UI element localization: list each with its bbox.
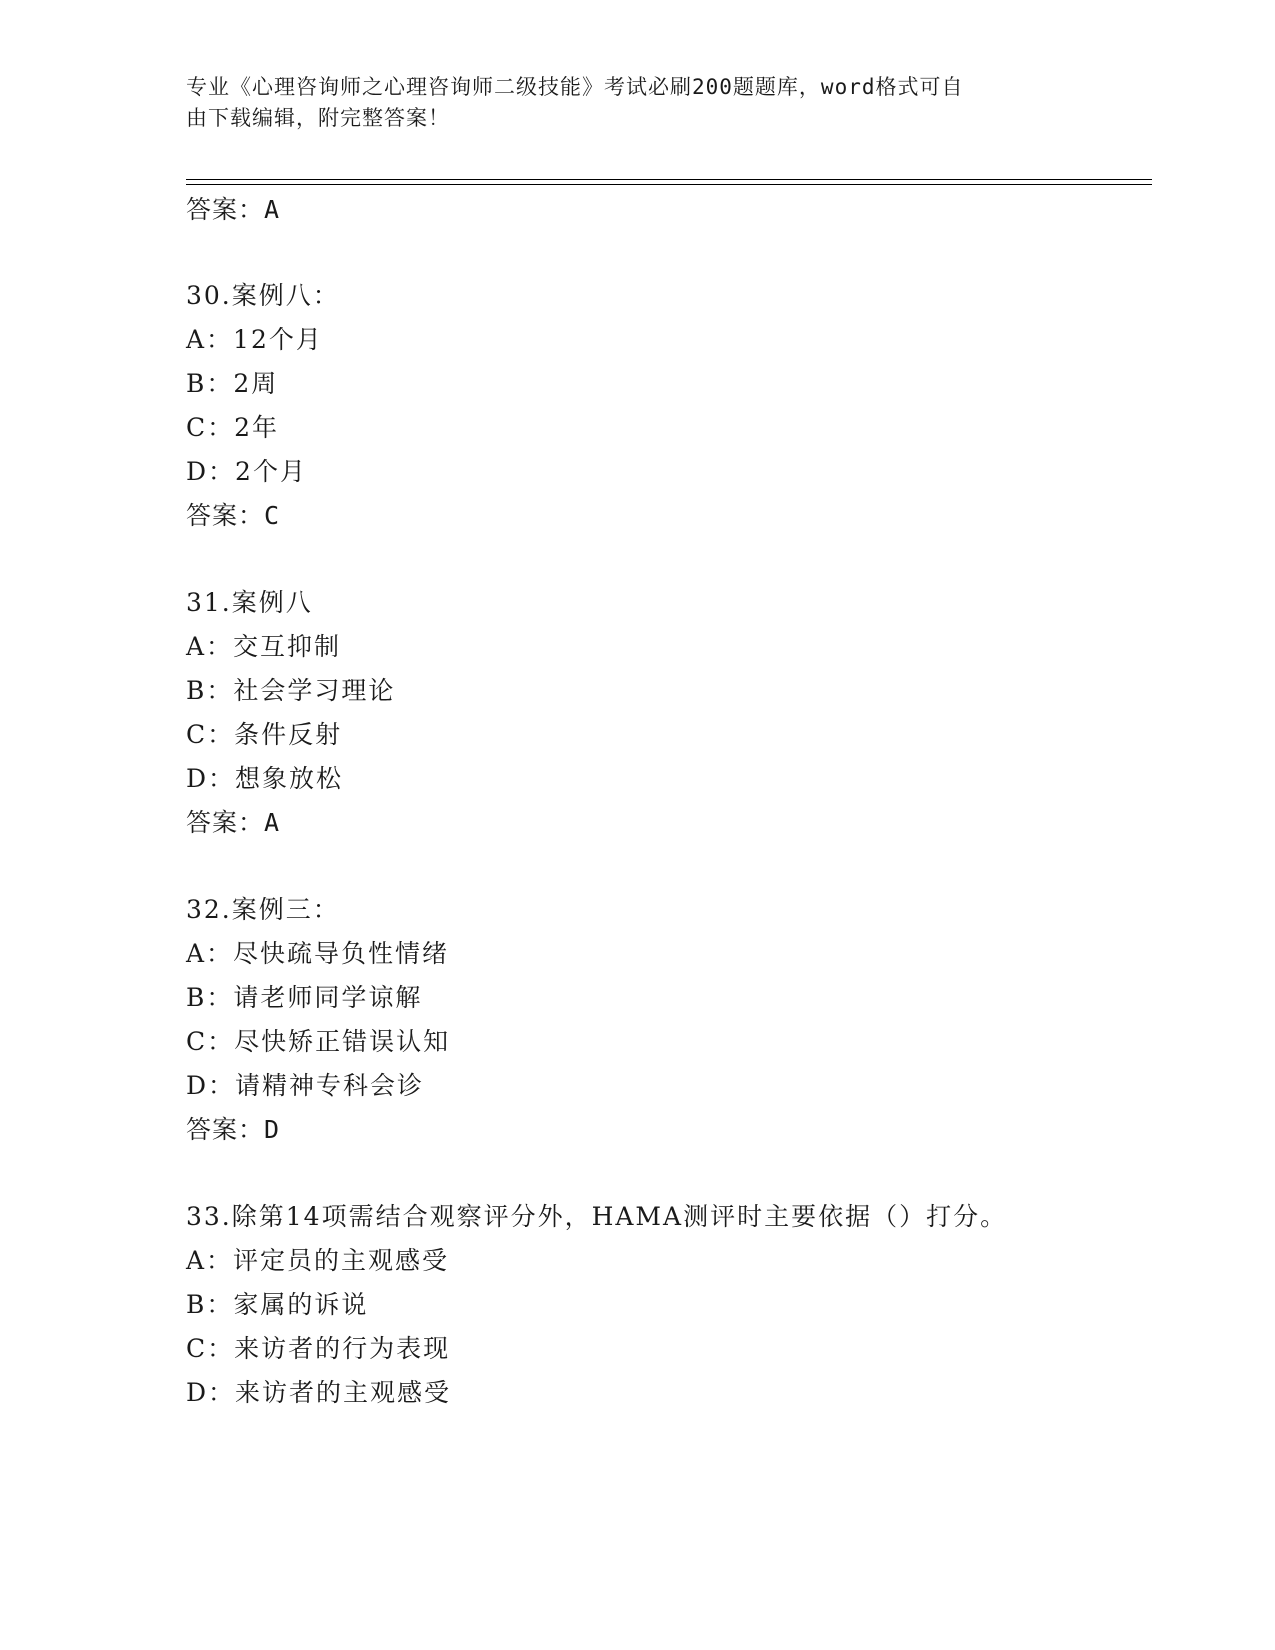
option-b: B：请老师同学谅解 xyxy=(186,983,423,1012)
header-line-1: 专业《心理咨询师之心理咨询师二级技能》考试必刷200题题库，word格式可自 xyxy=(186,75,964,99)
question-stem: 33.除第14项需结合观察评分外，HAMA测评时主要依据（）打分。 xyxy=(186,1202,1008,1231)
option-a: A：12个月 xyxy=(186,325,323,354)
option-c: C：尽快矫正错误认知 xyxy=(186,1027,451,1056)
question-stem: 31.案例八 xyxy=(186,588,313,617)
option-d: D：2个月 xyxy=(186,457,307,486)
answer-line: 答案：A xyxy=(186,195,281,224)
option-b: B：社会学习理论 xyxy=(186,676,396,705)
option-d: D：来访者的主观感受 xyxy=(186,1378,452,1407)
header-line-2: 由下载编辑，附完整答案！ xyxy=(186,106,450,130)
option-a: A：尽快疏导负性情绪 xyxy=(186,939,450,968)
option-c: C：来访者的行为表现 xyxy=(186,1334,451,1363)
option-a: A：交互抑制 xyxy=(186,632,342,661)
option-c: C：条件反射 xyxy=(186,720,343,749)
question-stem: 30.案例八： xyxy=(186,281,340,310)
answer-line: 答案：A xyxy=(186,808,281,837)
option-d: D：想象放松 xyxy=(186,764,344,793)
option-b: B：家属的诉说 xyxy=(186,1290,369,1319)
answer-line: 答案：C xyxy=(186,501,281,530)
answer-line: 答案：D xyxy=(186,1115,281,1144)
option-b: B：2周 xyxy=(186,369,279,398)
header-divider-top xyxy=(186,179,1152,180)
header-divider-bottom xyxy=(186,184,1152,185)
document-header xyxy=(186,72,1086,134)
option-d: D：请精神专科会诊 xyxy=(186,1071,425,1100)
question-stem: 32.案例三： xyxy=(186,895,340,924)
option-c: C：2年 xyxy=(186,413,280,442)
option-a: A：评定员的主观感受 xyxy=(186,1246,450,1275)
